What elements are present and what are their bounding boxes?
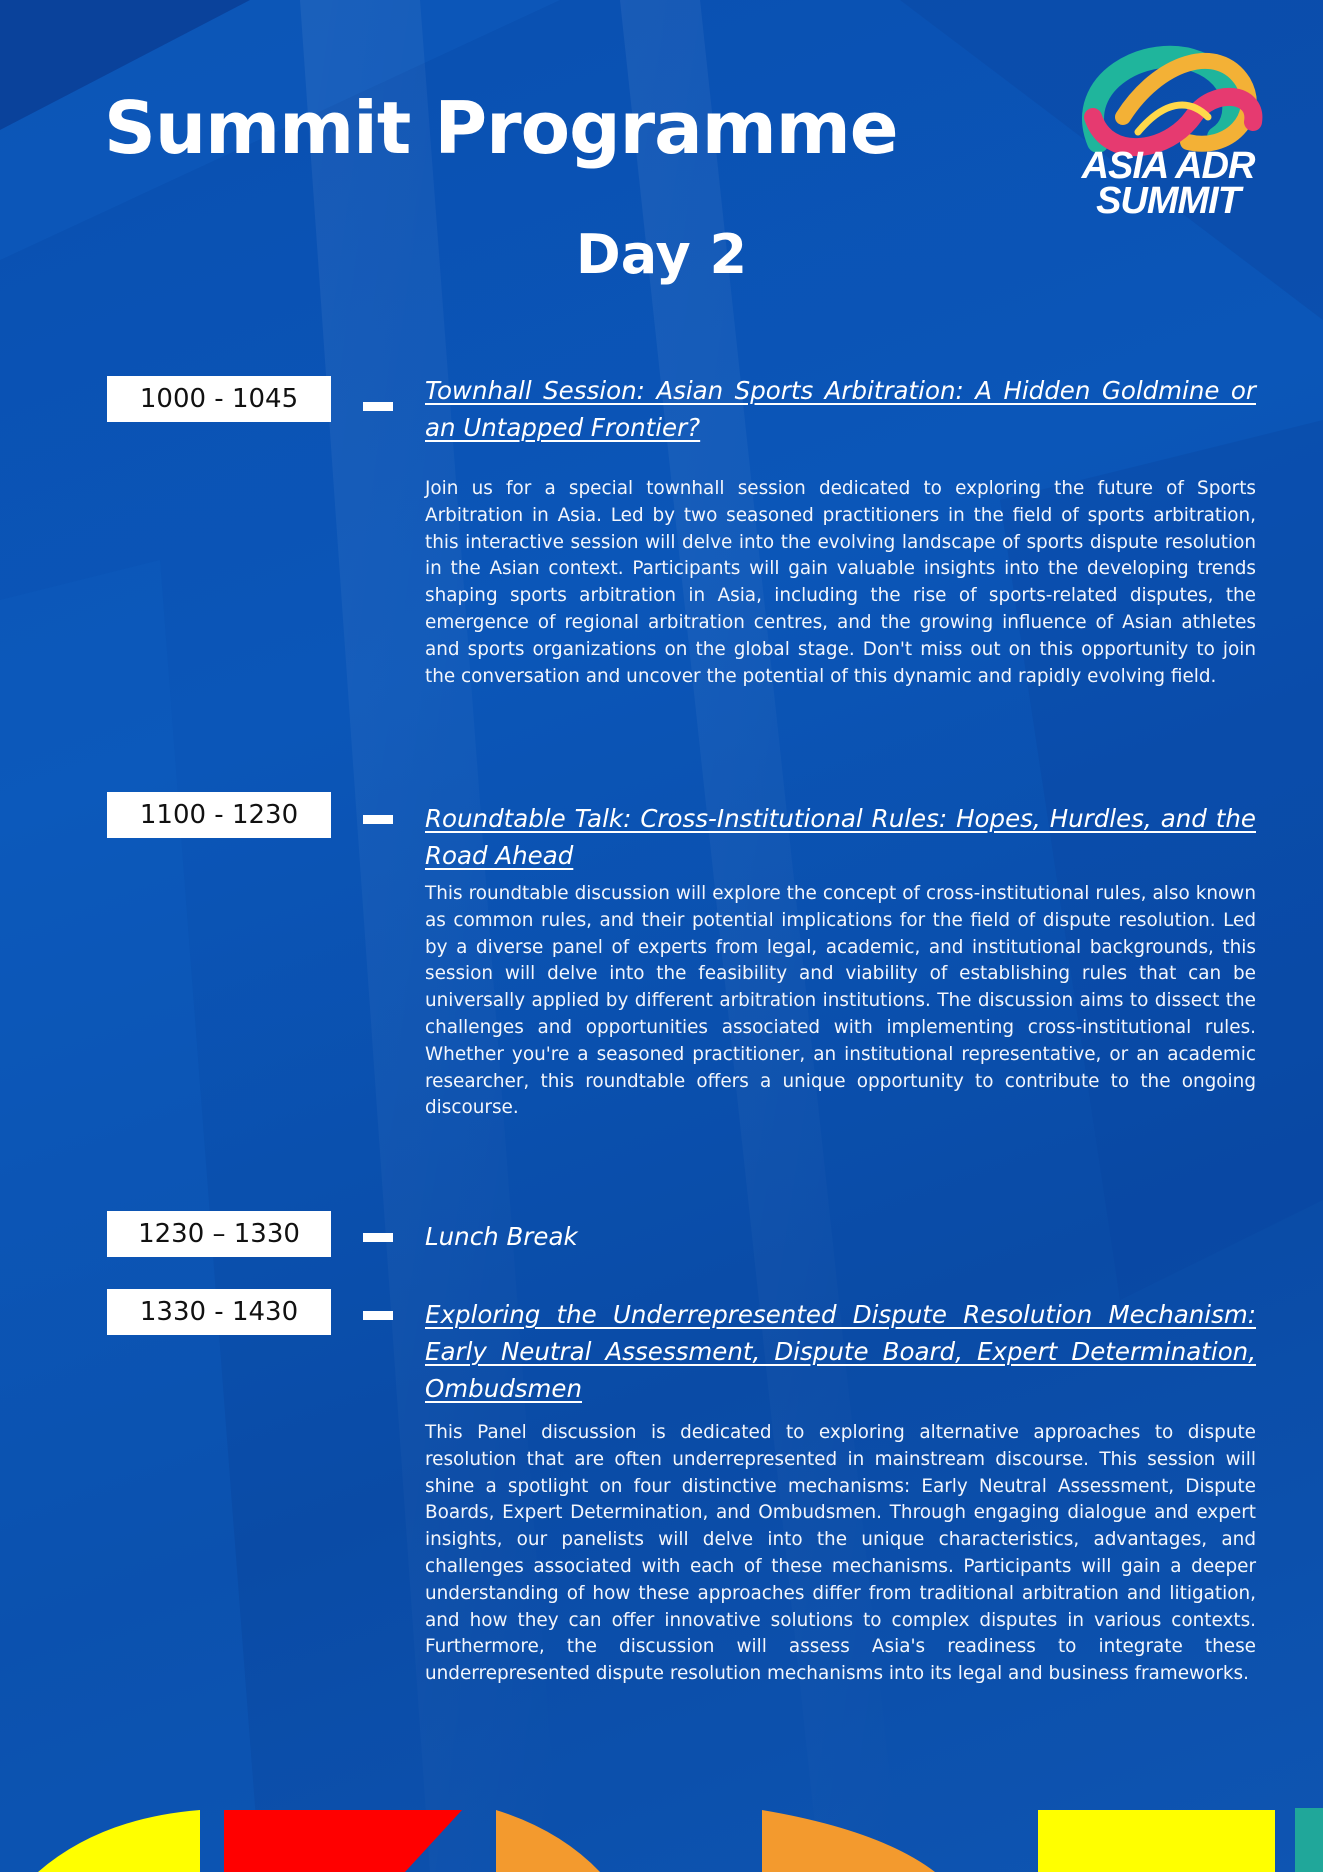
session-time-badge: 1330 - 1430 [107, 1289, 331, 1335]
day-heading: Day 2 [575, 223, 748, 286]
session-title: Exploring the Underrepresented Dispute Resolution Mechanism: Early Neutral Assessment, Dispute Board, Expert Determination, Ombudsmen [425, 1300, 1256, 1403]
session-time-badge: 1230 – 1330 [107, 1211, 331, 1257]
session-title: Lunch Break [425, 1222, 578, 1251]
dash-separator [363, 1311, 393, 1320]
dash-separator [363, 815, 393, 824]
logo-text-line2: SUMMIT [1096, 180, 1240, 222]
session-title: Roundtable Talk: Cross-Institutional Rules: Hopes, Hurdles, and the Road Ahead [425, 804, 1256, 870]
session-description: This Panel discussion is dedicated to exploring alternative approaches to dispute resolution that are often underrepresented in mainstream discourse. This session will shine a spotlight on four distinctive mechanisms: Early Neutral Assessment, Dispute Boards, Expert Determination, and Ombudsmen. Through engaging dialogue and expert insights, our panelists will delve into the unique characteristics, advantages, and challenges associated with each of these mechanisms. Participants will gain a deeper understanding of how these approaches differ from traditional arbitration and litigation, and how they can offer innovative solutions to complex disputes in various contexts. Furthermore, the discussion will assess Asia's readiness to integrate these underrepresented dispute resolution mechanisms into its legal and business frameworks. [425, 1422, 1256, 1685]
session-description: This roundtable discussion will explore the concept of cross-institutional rules, also known as common rules, and their potential implications for the field of dispute resolution. Led by a diverse panel of experts from legal, academic, and institutional backgrounds, this session will delve into the feasibility and viability of establishing rules that can be universally applied by different arbitration institutions. The discussion aims to dissect the challenges and opportunities associated with implementing cross-institutional rules. Whether you're a seasoned practitioner, an institutional representative, or an academic researcher, this roundtable offers a unique opportunity to contribute to the ongoing discourse. [425, 883, 1256, 1119]
session-title: Townhall Session: Asian Sports Arbitration: A Hidden Goldmine or an Untapped Frontier? [425, 376, 1256, 442]
page-title: Summit Programme [104, 86, 898, 170]
session-description: Join us for a special townhall session dedicated to exploring the future of Sports Arbitration in Asia. Led by two seasoned practitioners in the field of sports arbitration, this interactive session will delve into the evolving landscape of sports dispute resolution in the Asian context. Participants will gain valuable insights into the developing trends shaping sports arbitration in Asia, including the rise of sports-related disputes, the emergence of regional arbitration centres, and the growing influence of Asian athletes and sports organizations on the global stage. Don't miss out on this opportunity to join the conversation and uncover the potential of this dynamic and rapidly evolving field. [425, 478, 1256, 687]
dash-separator [363, 1233, 393, 1242]
session-time-badge: 1000 - 1045 [107, 376, 331, 422]
dash-separator [363, 402, 393, 411]
logo-text-line1: ASIA ADR [1081, 145, 1255, 187]
session-time-badge: 1100 - 1230 [107, 792, 331, 838]
